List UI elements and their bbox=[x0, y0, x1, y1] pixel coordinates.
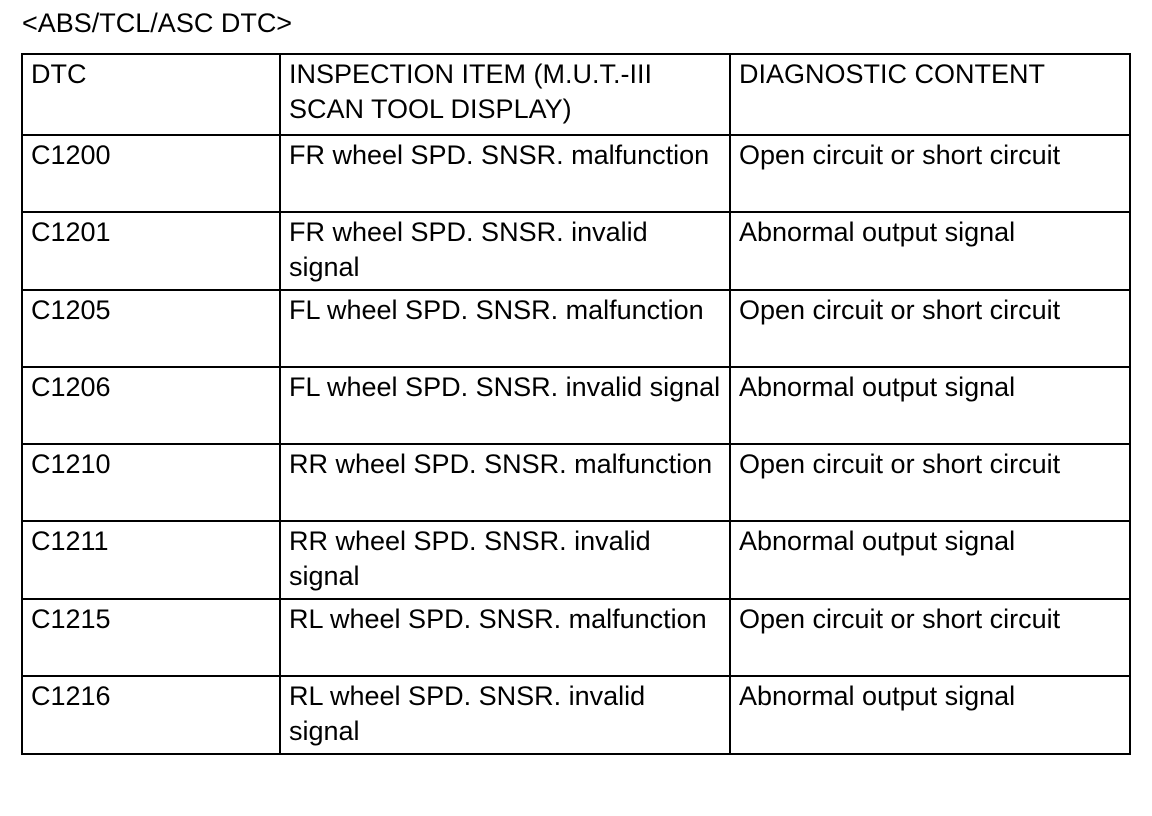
table-row bbox=[22, 599, 1130, 676]
diagnostic-content-cell: Open circuit or short circuit bbox=[730, 599, 1130, 676]
dtc-table bbox=[21, 53, 1131, 755]
inspection-item-cell: RR wheel SPD. SNSR. invalid signal bbox=[280, 521, 730, 599]
dtc-code-cell: C1201 bbox=[22, 212, 280, 290]
dtc-code-cell: C1215 bbox=[22, 599, 280, 676]
table-row bbox=[22, 444, 1130, 521]
column-header-inspection-item: INSPECTION ITEM (M.U.T.-III SCAN TOOL DISPLAY) bbox=[280, 54, 730, 135]
diagnostic-content-cell: Abnormal output signal bbox=[730, 212, 1130, 290]
dtc-code-cell: C1206 bbox=[22, 367, 280, 444]
inspection-item-cell: FR wheel SPD. SNSR. invalid signal bbox=[280, 212, 730, 290]
diagnostic-content-cell: Open circuit or short circuit bbox=[730, 135, 1130, 212]
column-header-dtc: DTC bbox=[22, 54, 280, 135]
inspection-item-cell: FL wheel SPD. SNSR. invalid signal bbox=[280, 367, 730, 444]
table-row bbox=[22, 676, 1130, 754]
diagnostic-content-cell: Abnormal output signal bbox=[730, 676, 1130, 754]
page-title: <ABS/TCL/ASC DTC> bbox=[22, 8, 293, 38]
diagnostic-content-cell: Open circuit or short circuit bbox=[730, 290, 1130, 367]
table-row bbox=[22, 135, 1130, 212]
table-row bbox=[22, 290, 1130, 367]
diagnostic-content-cell: Abnormal output signal bbox=[730, 521, 1130, 599]
table-row bbox=[22, 367, 1130, 444]
column-header-diagnostic-content: DIAGNOSTIC CONTENT bbox=[730, 54, 1130, 135]
inspection-item-cell: RL wheel SPD. SNSR. invalid signal bbox=[280, 676, 730, 754]
table-row bbox=[22, 212, 1130, 290]
table-row bbox=[22, 521, 1130, 599]
inspection-item-cell: FR wheel SPD. SNSR. malfunction bbox=[280, 135, 730, 212]
inspection-item-cell: RL wheel SPD. SNSR. malfunction bbox=[280, 599, 730, 676]
dtc-code-cell: C1205 bbox=[22, 290, 280, 367]
dtc-code-cell: C1211 bbox=[22, 521, 280, 599]
inspection-item-cell: RR wheel SPD. SNSR. malfunction bbox=[280, 444, 730, 521]
diagnostic-content-cell: Abnormal output signal bbox=[730, 367, 1130, 444]
inspection-item-cell: FL wheel SPD. SNSR. malfunction bbox=[280, 290, 730, 367]
diagnostic-content-cell: Open circuit or short circuit bbox=[730, 444, 1130, 521]
dtc-code-cell: C1210 bbox=[22, 444, 280, 521]
table-header-row bbox=[22, 54, 1130, 135]
dtc-code-cell: C1200 bbox=[22, 135, 280, 212]
dtc-code-cell: C1216 bbox=[22, 676, 280, 754]
